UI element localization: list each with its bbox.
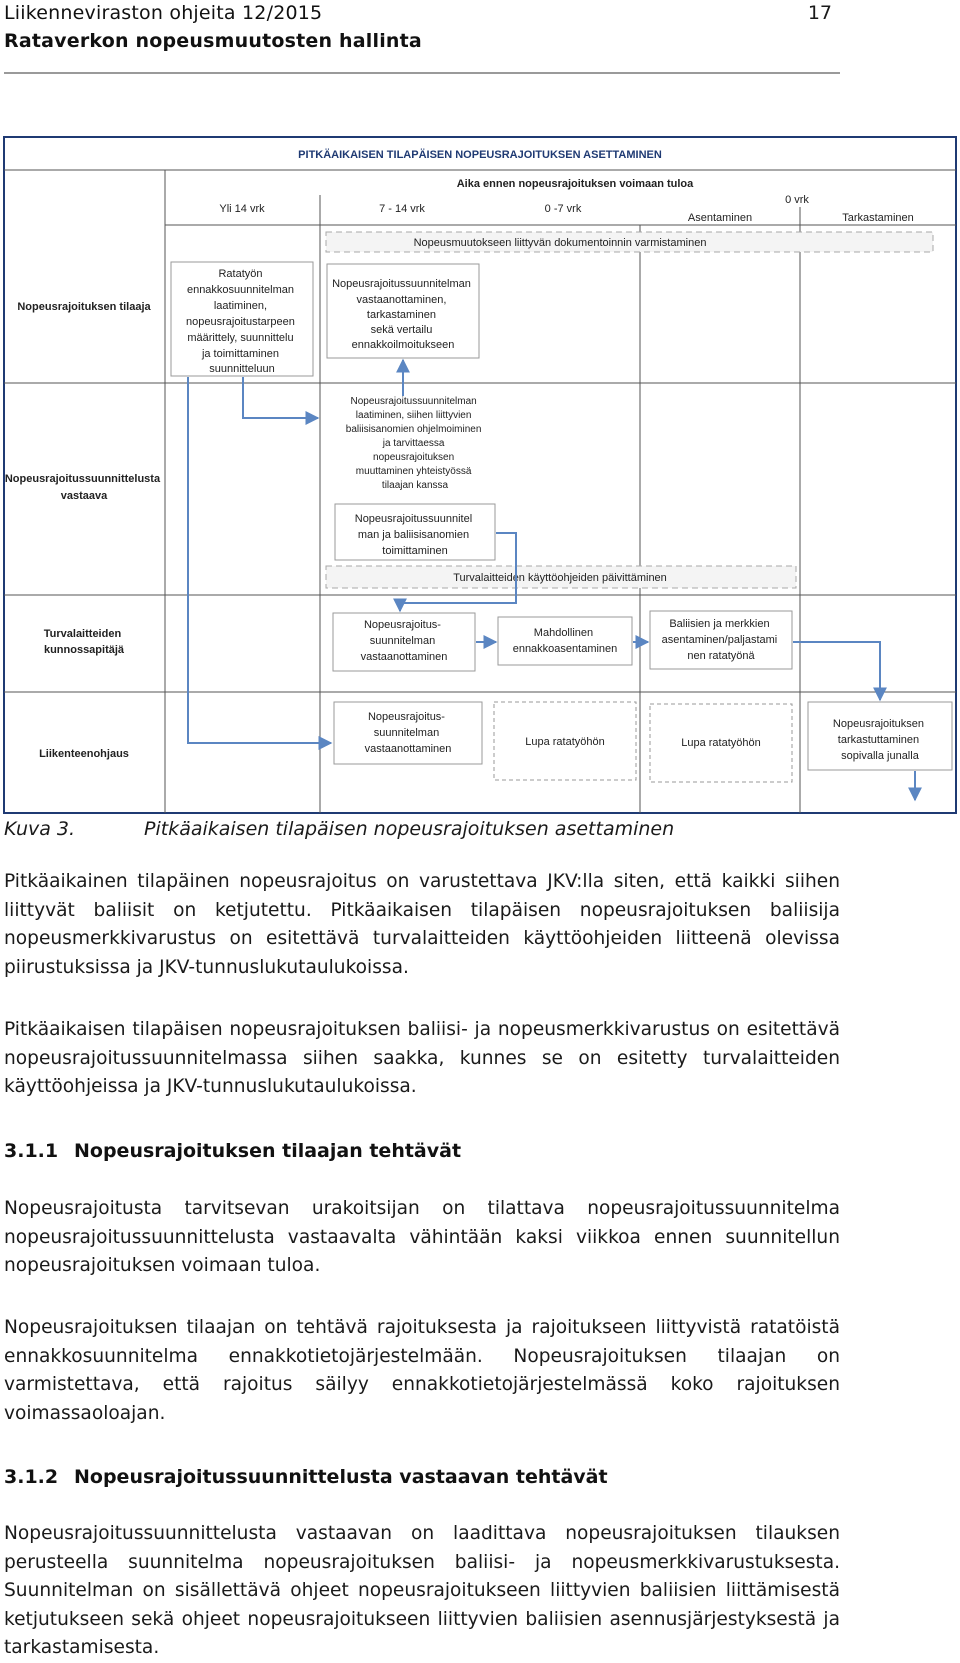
box-t1-text: Ratatyön ennakkosuunnitelman laatiminen, nopeusrajoitustarpeen määrittely, suunnittelu ja toimittaminen suunnitteluun [186,268,295,375]
section-title: Nopeusrajoitussuunnittelusta vastaavan tehtävät [74,1466,608,1488]
arrow-t1-to-l1 [188,377,331,743]
figure-caption-text: Pitkäaikaisen tilapäisen nopeusrajoituksen asettaminen [144,818,675,840]
col-header-0-7: 0 -7 vrk [544,203,582,215]
document-title: Rataverkon nopeusmuutosten hallinta [4,30,422,52]
section-title: Nopeusrajoituksen tilaajan tehtävät [74,1140,462,1162]
section-heading [4,1466,608,1488]
box-l4-text: Nopeusrajoituksen tarkastuttaminen sopivalla junalla [832,718,925,762]
document-series: Liikenneviraston ohjeita 12/2015 [4,2,323,24]
role-liikenne: Liikenteenohjaus [39,748,129,760]
box-s3-text: Turvalaitteiden käyttöohjeiden päivittäminen [453,572,667,584]
diagram-title: PITKÄAIKAISEN TILAPÄISEN NOPEUSRAJOITUKSEN ASETTAMINEN [298,149,662,161]
figure-caption [4,818,674,840]
box-k2 [498,617,632,665]
section-number: 3.1.1 [4,1140,59,1162]
box-s1-text: Nopeusrajoitussuunnitelman laatiminen, siihen liittyvien baliisisanomien ohjelmoiminen ja tarvittaessa nopeusrajoituksen muuttaminen yhteistyössä tilaajan kanssa [345,396,482,491]
paragraph: Nopeusrajoitussuunnittelusta vastaavan on laadittava nopeusrajoituksen tilauksen perusteella suunnitelma nopeusrajoituksen baliisi- ja nopeusmerkkivarustuksesta. Suunnitelman on sisällettävä ohjeet nopeusrajoitukseen liittyvien baliisien liittämisestä ketjutukseen sekä ohjeet nopeusrajoitukseen liittyvien baliisien asennusjärjestyksestä ja tarkastamisesta. [4,1523,840,1658]
doc-check-label: Nopeusmuutokseen liittyvän dokumentoinnin varmistaminen [413,237,707,249]
box-t2-text: Nopeusrajoitussuunnitelman vastaanottaminen, tarkastaminen sekä vertailu ennakkoilmoitukseen [332,278,471,351]
paragraph: Nopeusrajoitusta tarvitsevan urakoitsijan on tilattava nopeusrajoitussuunnitelma nopeusrajoitussuunnittelusta vastaavalta vähintään kaksi viikkoa ennen suunnitellun nopeusrajoituksen voimaan tuloa. [4,1198,840,1276]
col-header-asentaminen: Asentaminen [687,212,753,224]
box-l3-text: Lupa ratatyöhön [681,737,761,749]
box-k3-text: Baliisien ja merkkien asentaminen/paljastami nen ratatyönä [661,618,778,662]
role-kunnossapito: Turvalaitteiden kunnossapitäjä [43,628,125,656]
col-header-over14: Yli 14 vrk [219,203,265,215]
role-tilaaja: Nopeusrajoituksen tilaaja [17,301,151,313]
box-k1-text: Nopeusrajoitus- suunnitelman vastaanottaminen [360,619,448,663]
box-s2-text: Nopeusrajoitussuunnitel man ja baliisisanomien toimittaminen [354,513,473,557]
col-header-7-14: 7 - 14 vrk [379,203,425,215]
arrow-k3-to-l4 [793,642,880,700]
paragraph: Pitkäaikaisen tilapäisen nopeusrajoituksen baliisi- ja nopeusmerkkivarustus on esitettävä nopeusrajoitussuunnitelmassa siihen saakka, kunnes se on esitetty turvalaitteiden käyttöohjeissa ja JKV-tunnuslukutaulukoissa. [4,1019,840,1097]
page-number: 17 [807,2,832,24]
process-diagram [0,0,960,820]
role-suunnittelu: Nopeusrajoitussuunnittelusta vastaava [4,473,161,502]
box-l1-text: Nopeusrajoitus- suunnitelman vastaanottaminen [364,711,452,755]
box-l2-text: Lupa ratatyöhön [525,736,605,748]
col-header-0vrk: 0 vrk [785,194,809,206]
section-heading [4,1140,461,1162]
box-k2-text: Mahdollinen ennakkoasentaminen [512,627,618,655]
paragraph: Pitkäaikainen tilapäinen nopeusrajoitus on varustettava JKV:lla siten, että kaikki siihen liittyvät baliisit on ketjutettu. Pitkäaikaisen tilapäisen nopeusrajoituksen baliisija nopeusmerkkivarustus on esitettävä turvalaitteiden käyttöohjeiden liitteenä olevissa piirustuksissa ja JKV-tunnuslukutaulukoissa. [4,871,840,978]
figure-number: Kuva 3. [4,818,76,840]
paragraph: Nopeusrajoituksen tilaajan on tehtävä rajoituksesta ja rajoitukseen liittyvistä ratatöistä ennakkosuunnitelma ennakkotietojärjestelmään. Nopeusrajoituksen tilaajan on varmistettava, että rajoitus säilyy ennakkotietojärjestelmässä koko rajoituksen voimassaoloajan. [4,1317,840,1424]
col-header-tarkastaminen: Tarkastaminen [842,212,914,224]
header-rule [4,72,840,74]
section-number: 3.1.2 [4,1466,59,1488]
timeline-header: Aika ennen nopeusrajoituksen voimaan tuloa [456,178,694,190]
